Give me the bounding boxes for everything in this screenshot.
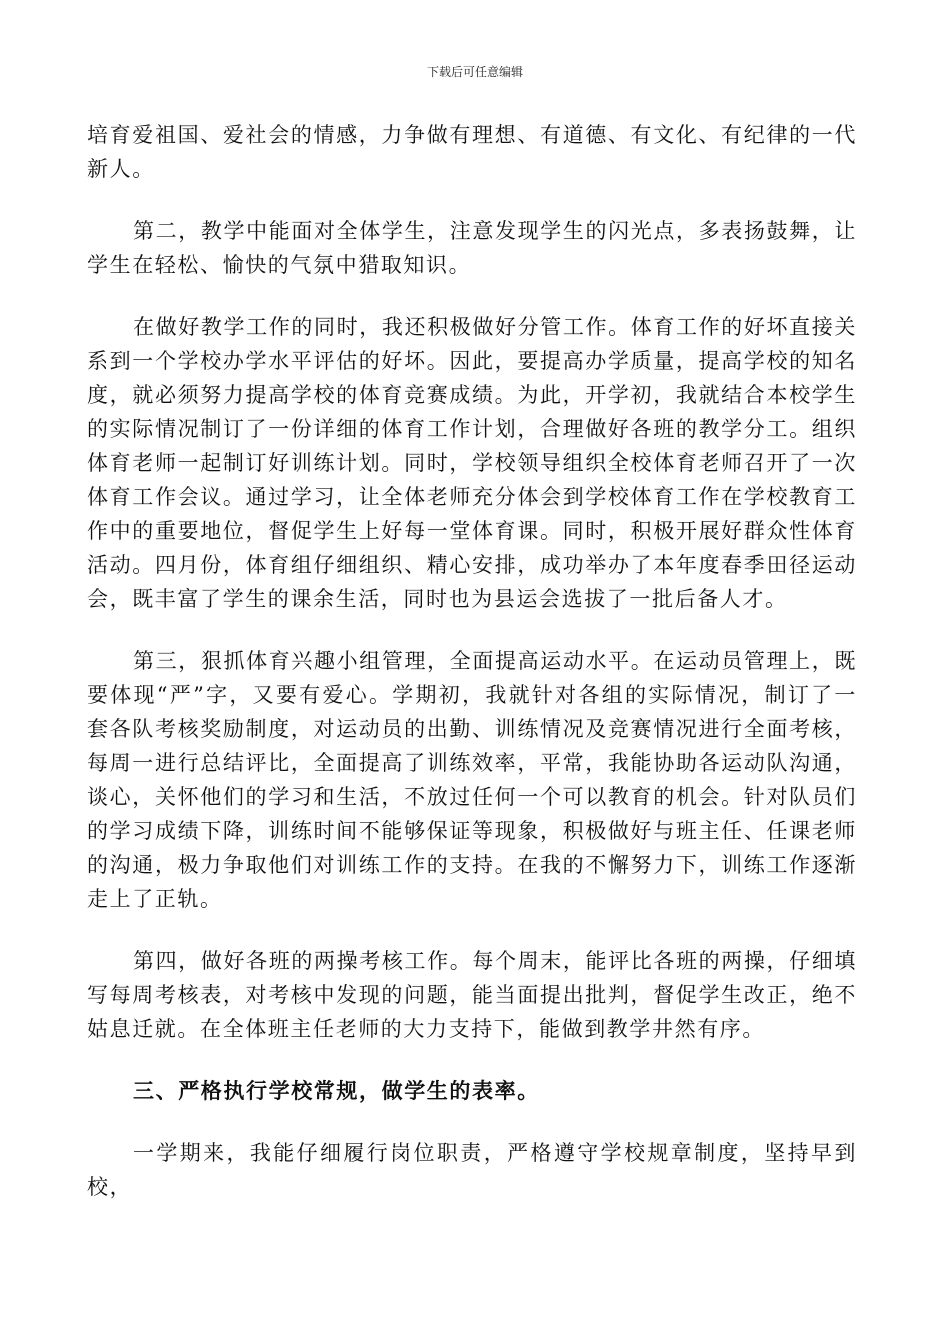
paragraph-section-three-intro: 一学期来，我能仔细履行岗位职责，严格遵守学校规章制度，坚持早到校，	[87, 1141, 857, 1199]
section-heading-three: 三、严格执行学校常规，做学生的表率。	[133, 1078, 540, 1103]
paragraph-fourth-point: 第四，做好各班的两操考核工作。每个周末，能评比各班的两操，仔细填写每周考核表，对考核中发现的问题，能当面提出批判，督促学生改正，绝不姑息迁就。在全体班主任老师的大力支持下，能做到教学井然有序。	[87, 949, 857, 1041]
paragraph-third-point: 第三，狠抓体育兴趣小组管理，全面提高运动水平。在运动员管理上，既要体现“严”字，又要有爱心。学期初，我就针对各组的实际情况，制订了一套各队考核奖励制度，对运动员的出勤、训练情况及竞赛情况进行全面考核，每周一进行总结评比，全面提高了训练效率，平常，我能协助各运动队沟通，谈心，关怀他们的学习和生活，不放过任何一个可以教育的机会。针对队员们的学习成绩下降，训练时间不能够保证等现象，积极做好与班主任、任课老师的沟通，极力争取他们对训练工作的支持。在我的不懈努力下，训练工作逐渐走上了正轨。	[87, 649, 857, 911]
paragraph-sports-management: 在做好教学工作的同时，我还积极做好分管工作。体育工作的好坏直接关系到一个学校办学水平评估的好坏。因此，要提高办学质量，提高学校的知名度，就必须努力提高学校的体育竞赛成绩。为此，开学初，我就结合本校学生的实际情况制订了一份详细的体育工作计划，合理做好各班的教学分工。组织体育老师一起制订好训练计划。同时，学校领导组织全校体育老师召开了一次体育工作会议。通过学习，让全体老师充分体会到学校体育工作在学校教育工作中的重要地位，督促学生上好每一堂体育课。同时，积极开展好群众性体育活动。四月份，体育组仔细组织、精心安排，成功举办了本年度春季田径运动会，既丰富了学生的课余生活，同时也为县运会选拔了一批后备人才。	[87, 315, 857, 611]
page-header: 下载后可任意编辑	[426, 65, 523, 79]
document-body	[87, 118, 857, 1204]
paragraph-second-point: 第二，教学中能面对全体学生，注意发现学生的闪光点，多表扬鼓舞，让学生在轻松、愉快的气氛中猎取知识。	[87, 219, 857, 277]
paragraph-continuation: 培育爱祖国、爱社会的情感，力争做有理想、有道德、有文化、有纪律的一代新人。	[87, 123, 857, 181]
